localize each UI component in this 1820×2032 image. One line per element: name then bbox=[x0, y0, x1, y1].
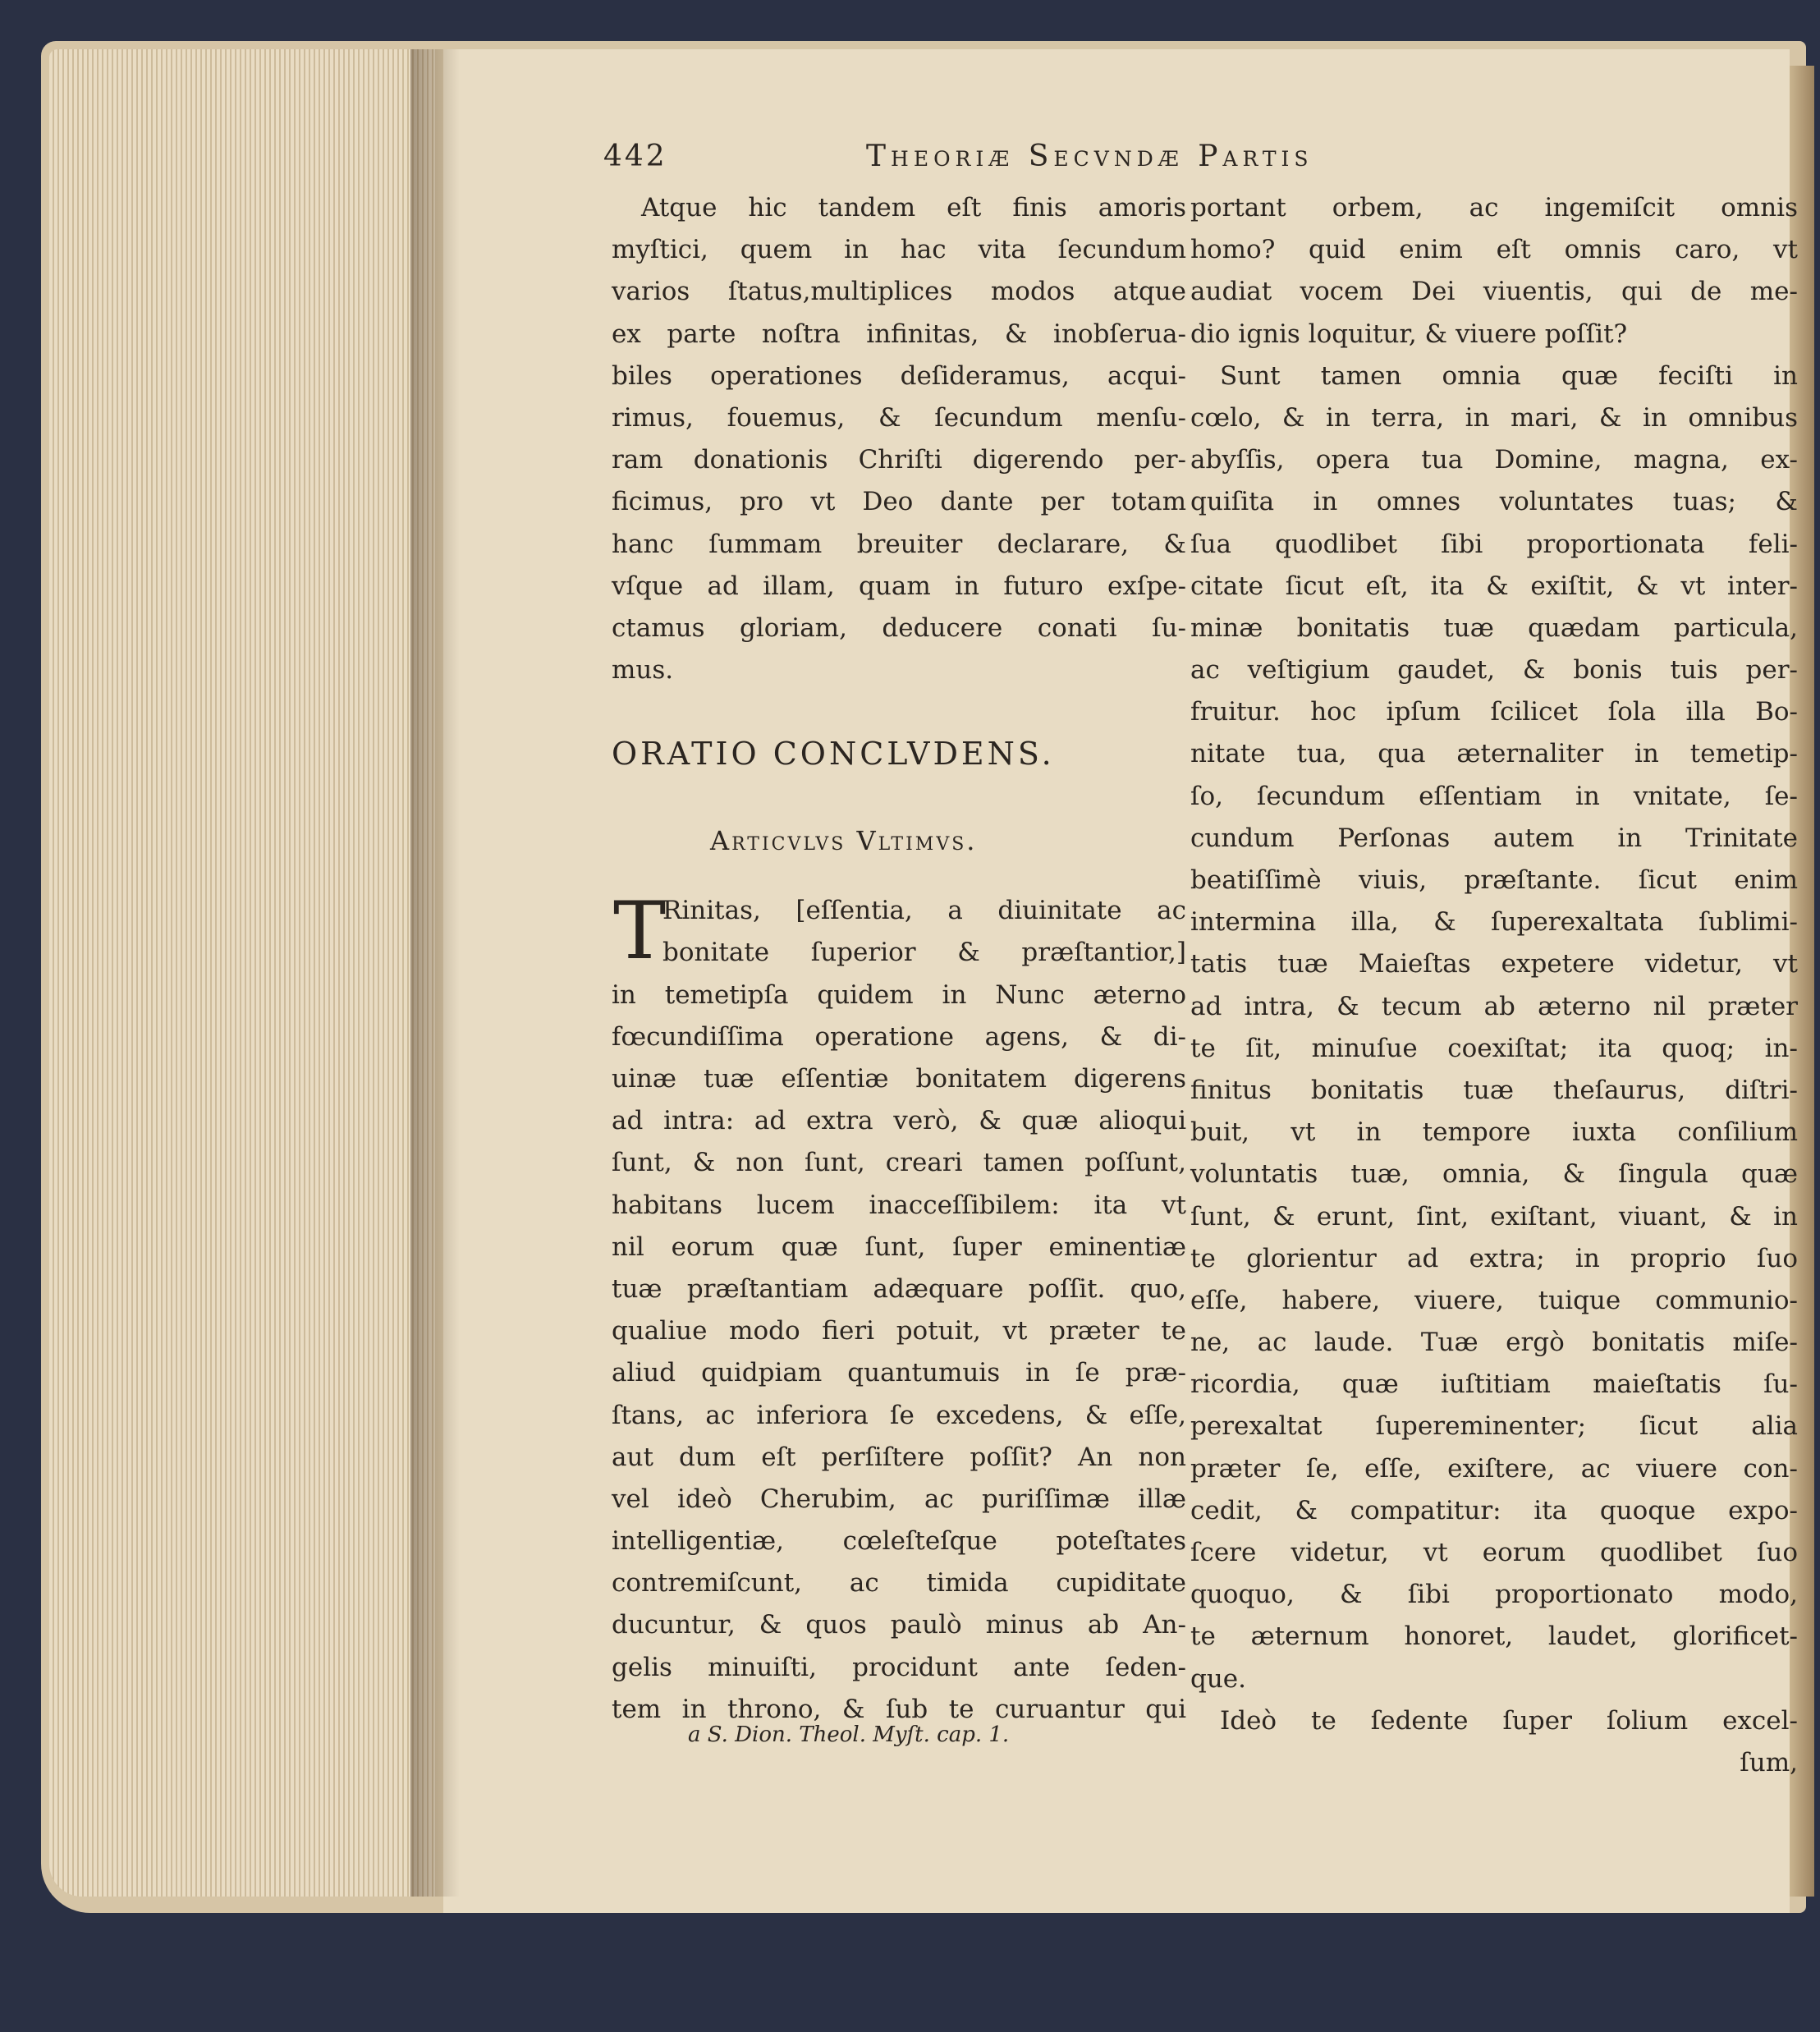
paragraph-sunt-tamen bbox=[1190, 355, 1798, 1700]
text-line: nitate tua, qua æternaliter in temetip- bbox=[1190, 739, 1798, 769]
text-line: aliud quidpiam quantumuis in ſe præ- bbox=[612, 1358, 1186, 1388]
text-line: tatis tuæ Maieſtas expetere videtur, vt bbox=[1190, 949, 1798, 979]
right-column bbox=[1190, 187, 1798, 1784]
text-line: Atque hic tandem eſt finis amoris bbox=[641, 193, 1186, 222]
text-line: hanc ſummam breuiter declarare, & bbox=[612, 529, 1186, 559]
text-line: ctamus gloriam, deducere conati ſu- bbox=[612, 612, 1186, 643]
text-line: qualiue modo fieri potuit, vt præter te bbox=[612, 1316, 1186, 1346]
text-line: ex parte noſtra infinitas, & inobſerua- bbox=[612, 319, 1186, 349]
text-line: uinæ tuæ eſſentiæ bonitatem digerens bbox=[612, 1064, 1186, 1094]
text-line: cedit, & compatitur: ita quoque expo- bbox=[1190, 1495, 1798, 1525]
text-line: Rinitas, [eſſentia, a diuinitate ac bbox=[662, 896, 1186, 926]
text-line: præter ſe, eſſe, exiſtere, ac viuere con- bbox=[1190, 1453, 1798, 1484]
text-line: te æternum honoret, laudet, glorificet- bbox=[1190, 1621, 1798, 1652]
text-line: vel ideò Cherubim, ac puriſſimæ illæ bbox=[612, 1484, 1186, 1514]
paragraph-1 bbox=[612, 187, 1186, 691]
text-line: portant orbem, ac ingemiſcit omnis bbox=[1190, 193, 1798, 222]
text-line: cœlo, & in terra, in mari, & in omnibus bbox=[1190, 402, 1798, 433]
text-line: contremiſcunt, ac timida cupiditate bbox=[612, 1568, 1186, 1599]
text-line: ram donationis Chriſti digerendo per- bbox=[612, 445, 1186, 475]
text-line: citate ſicut eſt, ita & exiſtit, & vt inter- bbox=[1190, 571, 1798, 601]
text-line: ne, ac laude. Tuæ ergò bonitatis miſe- bbox=[1190, 1328, 1798, 1358]
text-line: intelligentiæ, cœleſteſque poteſtates bbox=[612, 1526, 1186, 1557]
text-line: que. bbox=[1190, 1663, 1247, 1694]
left-column bbox=[612, 187, 1186, 1731]
text-line: ſua quodlibet ſibi proportionata feli- bbox=[1190, 529, 1798, 559]
gutter-shadow bbox=[410, 49, 460, 1897]
text-line: rimus, fouemus, & ſecundum menſu- bbox=[612, 402, 1186, 433]
text-line: ad intra: ad extra verò, & quæ alioqui bbox=[612, 1106, 1186, 1136]
text-line: intermina illa, & ſuperexaltata ſublimi- bbox=[1190, 907, 1798, 938]
page-edges bbox=[49, 49, 435, 1897]
text-line: myſtici, quem in hac vita ſecundum bbox=[612, 235, 1186, 265]
text-line: quoquo, & ſibi proportionato modo, bbox=[1190, 1580, 1798, 1610]
paragraph-ideo bbox=[1190, 1700, 1798, 1784]
text-line: fruitur. hoc ipſum ſcilicet ſola illa Bo- bbox=[1190, 697, 1798, 727]
text-line: perexaltat ſupereminenter; ſicut alia bbox=[1190, 1411, 1798, 1442]
text-line: fœcundiſſima operatione agens, & di- bbox=[612, 1021, 1186, 1052]
text-line: voluntatis tuæ, omnia, & ſingula quæ bbox=[1190, 1159, 1798, 1190]
text-line: aut dum eſt perſiſtere poſſit? An non bbox=[612, 1442, 1186, 1472]
text-line: cundum Perſonas autem in Trinitate bbox=[1190, 823, 1798, 853]
text-line: te glorientur ad extra; in proprio ſuo bbox=[1190, 1243, 1798, 1273]
text-line: te ſit, minuſue coexiſtat; ita quoq; in- bbox=[1190, 1033, 1798, 1063]
text-line: ad intra, & tecum ab æterno nil præter bbox=[1190, 991, 1798, 1021]
text-line: quiſita in omnes voluntates tuas; & bbox=[1190, 487, 1798, 517]
page-number: 442 bbox=[603, 140, 667, 173]
text-line: tuæ præſtantiam adæquare poſſit. quo, bbox=[612, 1273, 1186, 1304]
text-line: biles operationes deſideramus, acqui- bbox=[612, 360, 1186, 391]
text-line: ricordia, quæ iuſtitiam maieſtatis ſu- bbox=[1190, 1369, 1798, 1400]
text-line: eſſe, habere, viuere, tuique communio- bbox=[1190, 1285, 1798, 1315]
footnote: a S. Dion. Theol. Myſt. cap. 1. bbox=[688, 1722, 1010, 1747]
text-line: Ideò te ſedente ſuper ſolium excel- bbox=[1220, 1705, 1798, 1736]
text-line: ſo, ſecundum eſſentiam in vnitate, ſe- bbox=[1190, 781, 1798, 811]
text-line: nil eorum quæ ſunt, ſuper eminentiæ bbox=[612, 1232, 1186, 1262]
text-line: ſunt, & non ſunt, creari tamen poſſunt, bbox=[612, 1148, 1186, 1178]
text-line: bonitate ſuperior & præſtantior,] bbox=[662, 938, 1186, 968]
text-line: abyſſis, opera tua Domine, magna, ex- bbox=[1190, 445, 1798, 475]
section-heading: ORATIO CONCLVDENS. bbox=[612, 736, 1055, 773]
text-line: habitans lucem inacceſſibilem: ita vt bbox=[612, 1190, 1186, 1220]
text-line: ducuntur, & quos paulò minus ab An- bbox=[612, 1610, 1186, 1640]
catchword: ſum, bbox=[1740, 1747, 1798, 1777]
text-line: in temetipſa quidem in Nunc æterno bbox=[612, 979, 1186, 1010]
text-line: dio ignis loquitur, & viuere poſſit? bbox=[1190, 319, 1628, 349]
article-heading: Articvlvs Vltimvs. bbox=[710, 825, 978, 857]
text-line: varios ſtatus,multiplices modos atque bbox=[612, 277, 1186, 307]
text-line: beatiſſimè viuis, præſtante. ſicut enim bbox=[1190, 865, 1798, 895]
text-line: tem in throno, & ſub te curuantur qui bbox=[612, 1694, 1186, 1724]
text-line: homo? quid enim eſt omnis caro, vt bbox=[1190, 235, 1798, 265]
paragraph-continued bbox=[1190, 187, 1798, 355]
paragraph-2 bbox=[612, 885, 1186, 1731]
text-line: audiat vocem Dei viuentis, qui de me- bbox=[1190, 277, 1798, 307]
text-line: vſque ad illam, quam in futuro exſpe- bbox=[612, 571, 1186, 601]
text-line: Sunt tamen omnia quæ feciſti in bbox=[1220, 360, 1798, 391]
text-line: buit, vt in tempore iuxta conſilium bbox=[1190, 1117, 1798, 1148]
drop-cap: T bbox=[613, 885, 667, 978]
text-line: finitus bonitatis tuæ theſaurus, diſtri- bbox=[1190, 1075, 1798, 1105]
running-header bbox=[603, 140, 1490, 189]
text-line: gelis minuiſti, procidunt ante ſeden- bbox=[612, 1652, 1186, 1682]
text-line: mus. bbox=[612, 655, 674, 686]
text-line: ſunt, & erunt, ſint, exiſtant, viuant, & in bbox=[1190, 1201, 1798, 1232]
text-line: minæ bonitatis tuæ quædam particula, bbox=[1190, 612, 1798, 643]
text-line: ac veſtigium gaudet, & bonis tuis per- bbox=[1190, 655, 1798, 686]
text-line: ſcere videtur, vt eorum quodlibet ſuo bbox=[1190, 1538, 1798, 1567]
text-line: ſtans, ac inferiora ſe excedens, & eſſe, bbox=[612, 1400, 1186, 1430]
text-line: ficimus, pro vt Deo dante per totam bbox=[612, 487, 1186, 517]
running-title: Theoriæ Secvndæ Partis bbox=[866, 140, 1313, 173]
